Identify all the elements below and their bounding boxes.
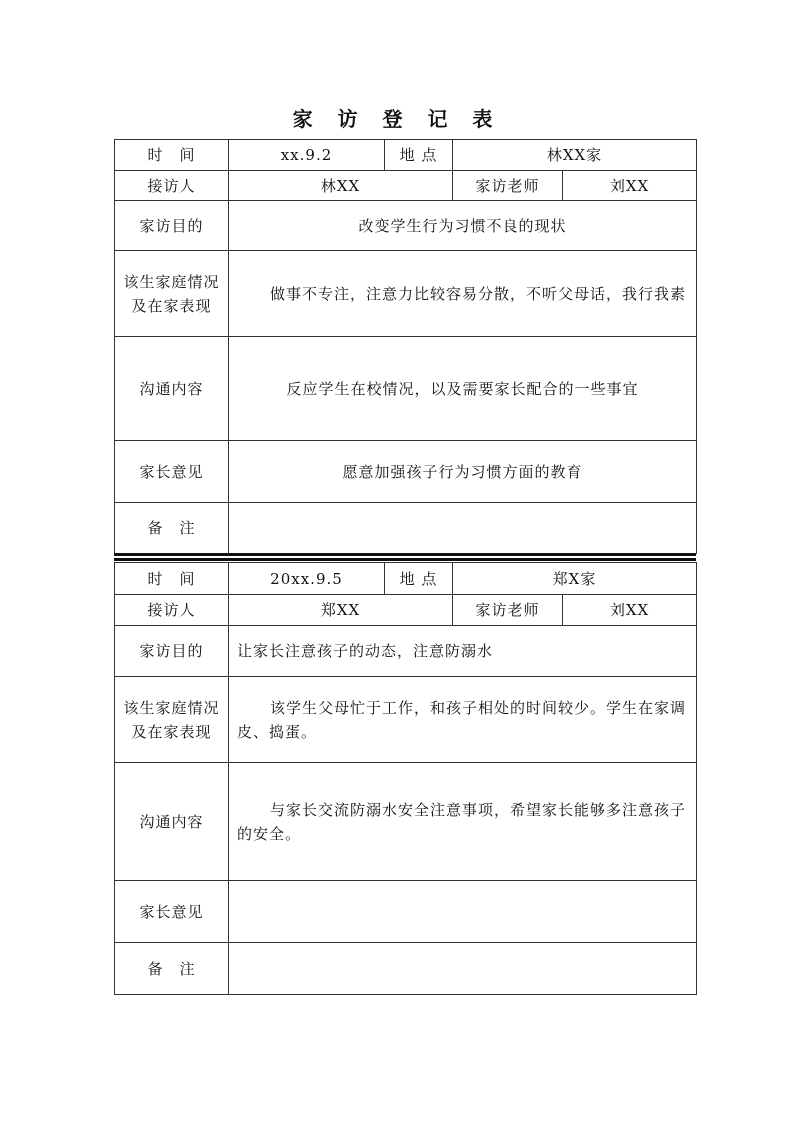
purpose-label: 家访目的 [115, 626, 229, 677]
communication-value: 反应学生在校情况，以及需要家长配合的一些事宜 [229, 337, 697, 441]
visitee-label: 接访人 [115, 595, 229, 626]
time-value: xx.9.2 [229, 140, 385, 171]
purpose-label: 家访目的 [115, 201, 229, 251]
visitee-value: 郑XX [229, 595, 453, 626]
teacher-value: 刘XX [563, 171, 697, 201]
place-label: 地 点 [385, 563, 453, 595]
purpose-value: 让家长注意孩子的动态，注意防溺水 [229, 626, 697, 677]
remarks-value [229, 943, 697, 995]
teacher-label: 家访老师 [453, 171, 563, 201]
place-value: 林XX家 [453, 140, 697, 171]
parent-opinion-value: 愿意加强孩子行为习惯方面的教育 [229, 441, 697, 503]
remarks-label: 备 注 [115, 503, 229, 554]
teacher-label: 家访老师 [453, 595, 563, 626]
place-value: 郑X家 [453, 563, 697, 595]
teacher-value: 刘XX [563, 595, 697, 626]
visit-record-table-2 [114, 562, 697, 995]
remarks-label: 备 注 [115, 943, 229, 995]
communication-label: 沟通内容 [115, 763, 229, 881]
separator-line [114, 553, 696, 556]
time-value: 20xx.9.5 [229, 563, 385, 595]
family-value: 该学生父母忙于工作，和孩子相处的时间较少。学生在家调皮、捣蛋。 [229, 677, 697, 763]
communication-value: 与家长交流防溺水安全注意事项，希望家长能够多注意孩子的安全。 [229, 763, 697, 881]
family-label: 该生家庭情况及在家表现 [115, 251, 229, 337]
time-label: 时 间 [115, 563, 229, 595]
visitee-value: 林XX [229, 171, 453, 201]
parent-opinion-label: 家长意见 [115, 441, 229, 503]
page-title: 家 访 登 记 表 [292, 107, 502, 131]
visitee-label: 接访人 [115, 171, 229, 201]
time-label: 时 间 [115, 140, 229, 171]
parent-opinion-value [229, 881, 697, 943]
family-label: 该生家庭情况及在家表现 [115, 677, 229, 763]
purpose-value: 改变学生行为习惯不良的现状 [229, 201, 697, 251]
visit-record-table-1 [114, 139, 697, 554]
family-value: 做事不专注，注意力比较容易分散，不听父母话，我行我素 [229, 251, 697, 337]
separator-line [114, 558, 696, 561]
place-label: 地 点 [385, 140, 453, 171]
remarks-value [229, 503, 697, 554]
communication-label: 沟通内容 [115, 337, 229, 441]
parent-opinion-label: 家长意见 [115, 881, 229, 943]
